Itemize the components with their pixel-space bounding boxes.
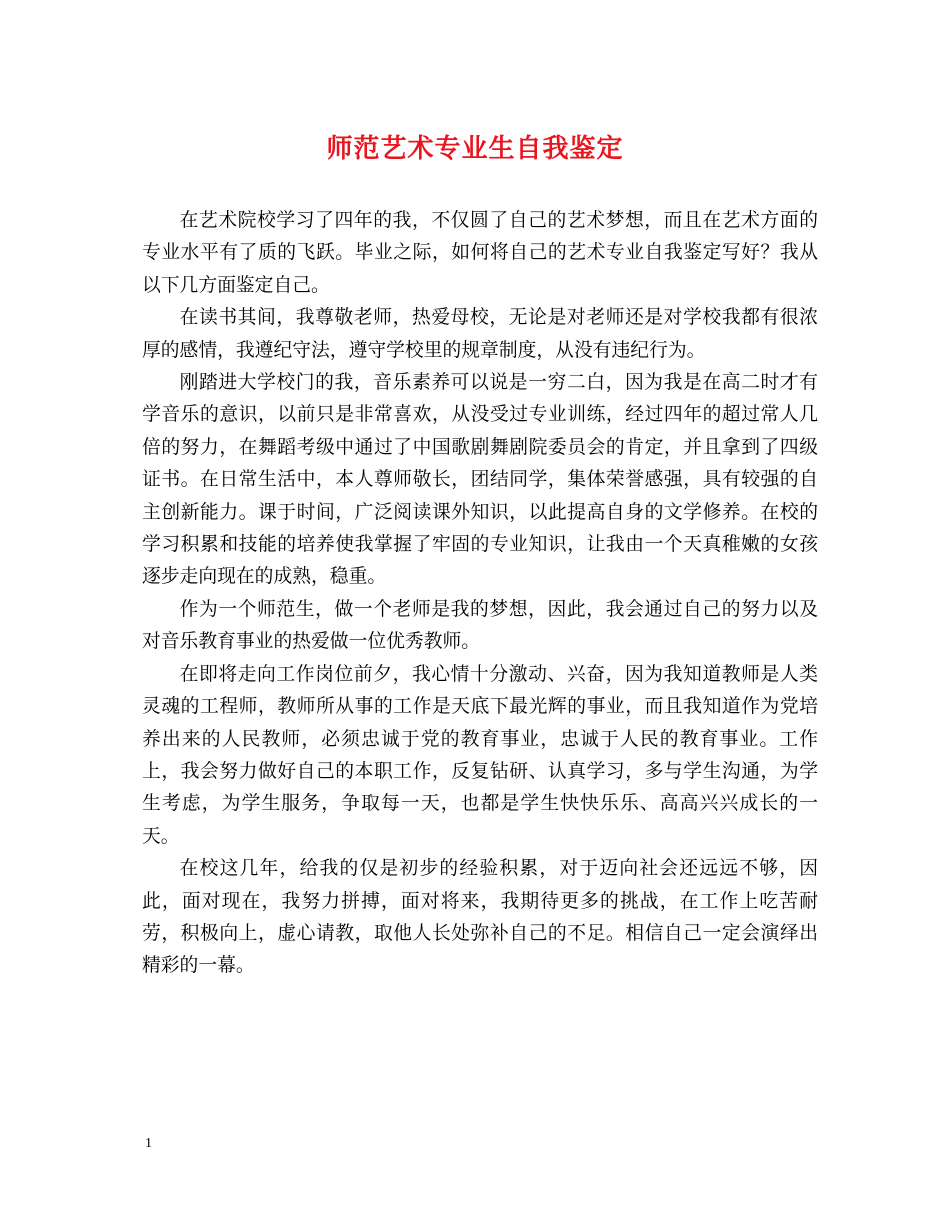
page-number: 1 bbox=[145, 1136, 152, 1151]
paragraph: 在艺术院校学习了四年的我，不仅圆了自己的艺术梦想，而且在艺术方面的专业水平有了质的飞跃。毕业之际，如何将自己的艺术专业自我鉴定写好？我从以下几方面鉴定自己。 bbox=[142, 210, 818, 296]
paragraph: 作为一个师范生，做一个老师是我的梦想，因此，我会通过自己的努力以及对音乐教育事业的热爱做一位优秀教师。 bbox=[142, 598, 818, 653]
paragraph: 在即将走向工作岗位前夕，我心情十分激动、兴奋，因为我知道教师是人类灵魂的工程师，教师所从事的工作是天底下最光辉的事业，而且我知道作为党培养出来的人民教师，必须忠诚于党的教育事业，忠诚于人民的教育事业。工作上，我会努力做好自己的本职工作，反复钻研、认真学习，多与学生沟通，为学生考虑，为学生服务，争取每一天，也都是学生快快乐乐、高高兴兴成长的一天。 bbox=[142, 663, 818, 847]
paragraph: 在校这几年，给我的仅是初步的经验积累，对于迈向社会还远远不够，因此，面对现在，我努力拼搏，面对将来，我期待更多的挑战，在工作上吃苦耐劳，积极向上，虚心请教，取他人长处弥补自己的不足。相信自己一定会演绎出精彩的一幕。 bbox=[142, 858, 818, 977]
document-body bbox=[142, 205, 818, 983]
paragraph: 刚踏进大学校门的我，音乐素养可以说是一穷二白，因为我是在高二时才有学音乐的意识，以前只是非常喜欢，从没受过专业训练，经过四年的超过常人几倍的努力，在舞蹈考级中通过了中国歌剧舞剧院委员会的肯定，并且拿到了四级证书。在日常生活中，本人尊师敬长，团结同学，集体荣誉感强，具有较强的自主创新能力。课于时间，广泛阅读课外知识，以此提高自身的文学修养。在校的学习积累和技能的培养使我掌握了牢固的专业知识，让我由一个天真稚嫩的女孩逐步走向现在的成熟，稳重。 bbox=[142, 372, 818, 588]
document-title: 师范艺术专业生自我鉴定 bbox=[326, 134, 624, 164]
paragraph: 在读书其间，我尊敬老师，热爱母校，无论是对老师还是对学校我都有很浓厚的感情，我遵纪守法，遵守学校里的规章制度，从没有违纪行为。 bbox=[142, 307, 818, 361]
